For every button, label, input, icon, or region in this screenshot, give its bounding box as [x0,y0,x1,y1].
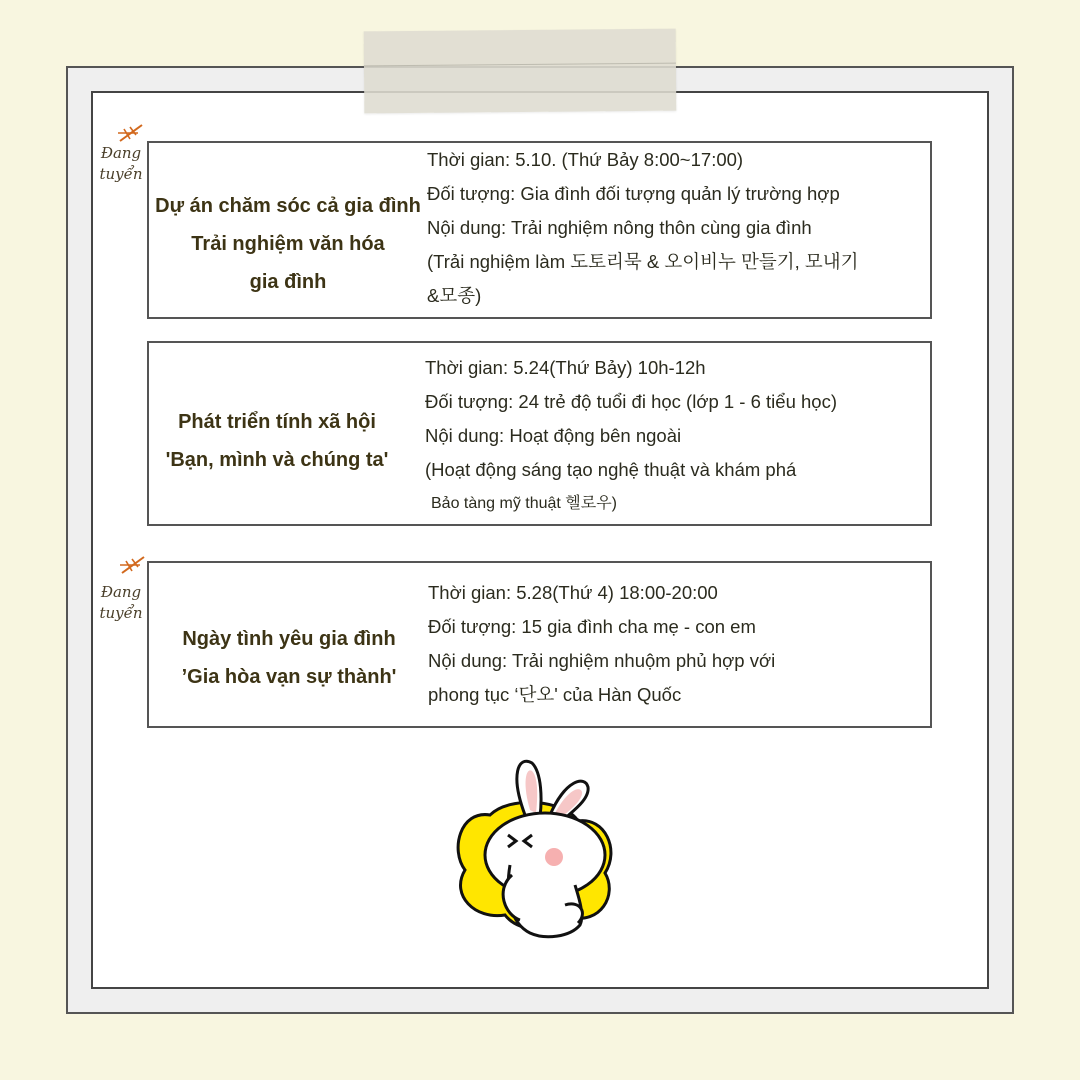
detail-time: Thời gian: 5.28(Thứ 4) 18:00-20:00 [428,582,718,603]
program-details [427,143,858,313]
program-card-1 [147,141,932,319]
detail-target: Đối tượng: 15 gia đình cha mẹ - con em [428,616,756,637]
title-line: Dự án chăm sóc cả gia đình [155,195,421,217]
detail-line: (Trải nghiệm làm 도토리묵 & 오이비누 만들기, 모내기 [427,251,859,272]
title-line: ’Gia hòa vạn sự thành' [181,666,397,688]
stamp-word-2: tuyển [99,165,143,183]
recruiting-stamp [94,582,148,624]
detail-line: Bảo tàng mỹ thuật 헬로우) [431,495,618,512]
detail-line: (Hoạt động sáng tạo nghệ thuật và khám phá [425,459,797,480]
program-title [151,403,403,479]
title-line: 'Bạn, mình và chúng ta' [165,449,389,471]
program-card-3 [147,561,932,728]
detail-target: Đối tượng: Gia đình đối tượng quản lý trường hợp [427,183,840,204]
program-card-2 [147,341,932,526]
program-details [425,351,837,521]
program-title [151,620,427,696]
stamp-word-2: tuyển [99,604,143,622]
title-line: Phát triển tính xã hội [178,411,376,433]
title-line: gia đình [249,271,327,293]
program-title [149,187,427,301]
detail-line: phong tục ‘단오' của Hàn Quốc [428,684,682,705]
bunny-icon [450,755,620,950]
stamp-word-1: Đang [100,144,142,162]
title-line: Ngày tình yêu gia đình [182,628,396,650]
detail-content: Nội dung: Hoạt động bên ngoài [425,425,682,446]
title-line: Trải nghiệm văn hóa [191,233,385,255]
detail-time: Thời gian: 5.24(Thứ Bảy) 10h-12h [425,357,706,378]
program-details [428,576,775,712]
detail-line: &모종) [427,285,482,306]
detail-time: Thời gian: 5.10. (Thứ Bảy 8:00~17:00) [427,149,744,170]
stamp-word-1: Đang [100,583,142,601]
masking-tape [364,29,677,114]
detail-target: Đối tượng: 24 trẻ độ tuổi đi học (lớp 1 - 6 tiểu học) [425,391,837,412]
recruiting-mark-icon [118,553,148,577]
recruiting-stamp [94,143,148,185]
detail-content: Nội dung: Trải nghiệm nông thôn cùng gia đình [427,217,812,238]
detail-content: Nội dung: Trải nghiệm nhuộm phủ hợp với [428,650,776,671]
recruiting-mark-icon [116,121,146,145]
